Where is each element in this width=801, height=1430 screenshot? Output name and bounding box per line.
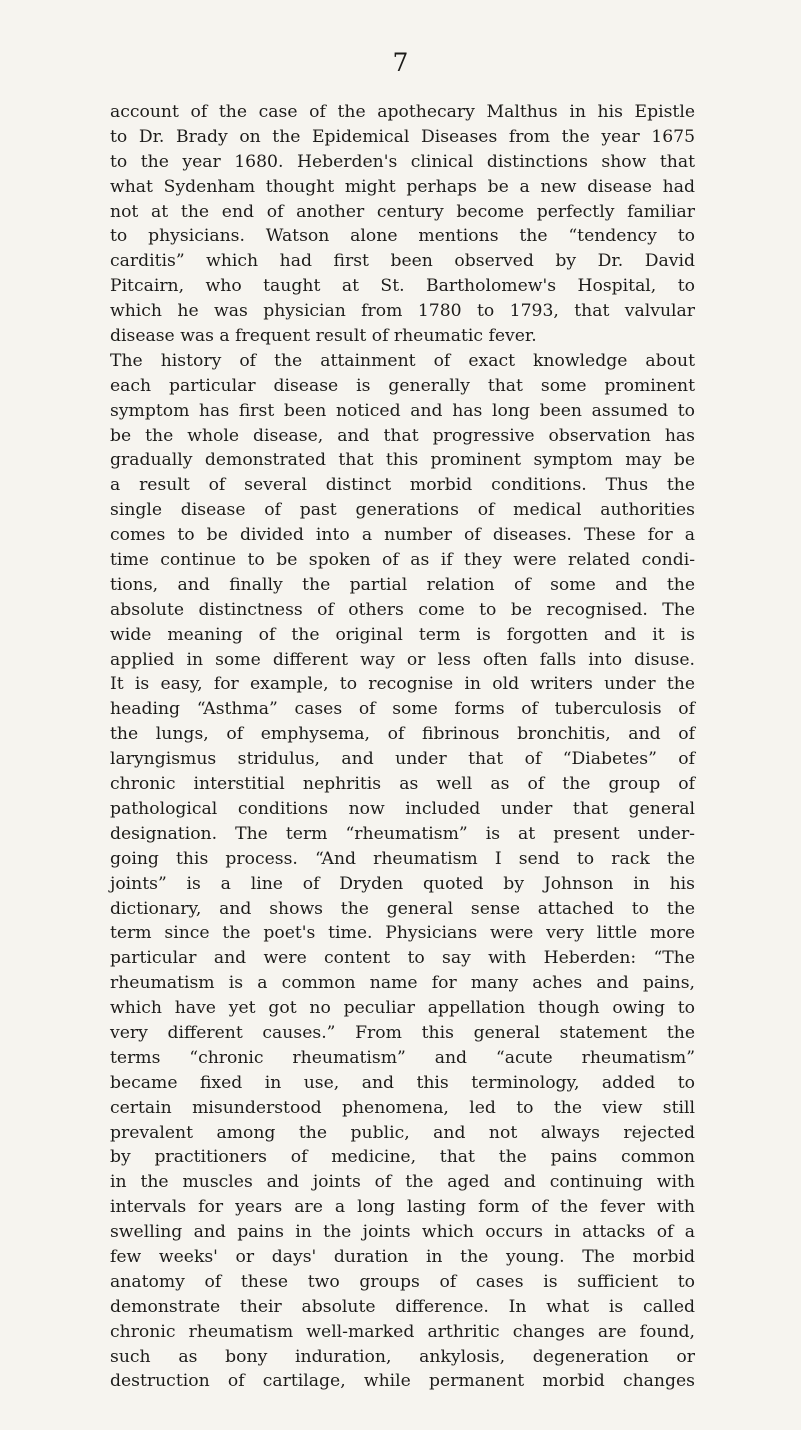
text-line: in the muscles and joints of the aged and continuing with bbox=[110, 1172, 695, 1193]
text-line: terms “chronic rheumatism” and “acute rheumatism” bbox=[110, 1047, 695, 1068]
text-line: such as bony induration, ankylosis, degeneration or bbox=[110, 1346, 695, 1367]
text-line: prevalent among the public, and not always rejected bbox=[110, 1122, 695, 1143]
text-line: gradually demonstrated that this prominent symptom may be bbox=[110, 450, 695, 471]
text-line: absolute distinctness of others come to be recognised. The bbox=[110, 599, 695, 620]
text-line: time continue to be spoken of as if they were related condi- bbox=[110, 550, 695, 571]
text-line: certain misunderstood phenomena, led to the view still bbox=[110, 1097, 695, 1118]
text-line: swelling and pains in the joints which occurs in attacks of a bbox=[110, 1222, 695, 1243]
text-line: going this process. “And rheumatism I send to rack the bbox=[110, 848, 695, 869]
text-line: what Sydenham thought might perhaps be a new disease had bbox=[110, 176, 695, 197]
body-text bbox=[110, 100, 695, 1394]
text-line: laryngismus stridulus, and under that of “Diabetes” of bbox=[110, 749, 695, 770]
text-line: rheumatism is a common name for many aches and pains, bbox=[110, 973, 695, 994]
text-line: few weeks' or days' duration in the young. The morbid bbox=[110, 1246, 695, 1267]
text-line: to Dr. Brady on the Epidemical Diseases from the year 1675 bbox=[110, 126, 695, 147]
text-line: dictionary, and shows the general sense attached to the bbox=[110, 898, 695, 919]
text-line: heading “Asthma” cases of some forms of tuberculosis of bbox=[110, 699, 695, 720]
text-line: which have yet got no peculiar appellation though owing to bbox=[110, 998, 695, 1019]
text-line: particular and were content to say with Heberden: “The bbox=[110, 948, 695, 969]
text-line: a result of several distinct morbid conditions. Thus the bbox=[110, 475, 695, 496]
text-line: tions, and finally the partial relation of some and the bbox=[110, 574, 695, 595]
text-line: very different causes.” From this general statement the bbox=[110, 1022, 695, 1043]
text-line: Pitcairn, who taught at St. Bartholomew's Hospital, to bbox=[110, 276, 695, 297]
text-line: The history of the attainment of exact knowledge about bbox=[110, 350, 695, 371]
text-line: disease was a frequent result of rheumatic fever. bbox=[110, 326, 537, 347]
text-line: demonstrate their absolute difference. In what is called bbox=[110, 1296, 695, 1317]
text-line: It is easy, for example, to recognise in old writers under the bbox=[110, 674, 695, 695]
text-line: to the year 1680. Heberden's clinical distinctions show that bbox=[110, 151, 695, 172]
text-line: destruction of cartilage, while permanent morbid changes bbox=[110, 1371, 695, 1392]
text-line: account of the case of the apothecary Malthus in his Epistle bbox=[110, 102, 695, 122]
text-line: joints” is a line of Dryden quoted by Johnson in his bbox=[110, 873, 695, 894]
text-line: not at the end of another century become perfectly familiar bbox=[110, 201, 695, 222]
text-line: carditis” which had first been observed by Dr. David bbox=[110, 251, 695, 272]
text-line: the lungs, of emphysema, of fibrinous bronchitis, and of bbox=[110, 724, 695, 745]
text-line: by practitioners of medicine, that the pains common bbox=[110, 1147, 695, 1168]
text-line: comes to be divided into a number of diseases. These for a bbox=[110, 525, 695, 546]
text-line: each particular disease is generally that some prominent bbox=[110, 375, 695, 396]
text-line: chronic rheumatism well-marked arthritic changes are found, bbox=[110, 1321, 695, 1342]
text-line: be the whole disease, and that progressive observation has bbox=[110, 425, 695, 446]
text-line: chronic interstitial nephritis as well as of the group of bbox=[110, 774, 695, 795]
text-line: to physicians. Watson alone mentions the “tendency to bbox=[110, 226, 695, 247]
text-line: wide meaning of the original term is forgotten and it is bbox=[110, 624, 695, 645]
page-number: 7 bbox=[392, 48, 409, 77]
text-line: pathological conditions now included under that general bbox=[110, 798, 695, 819]
text-line: single disease of past generations of medical authorities bbox=[110, 500, 695, 521]
text-line: symptom has first been noticed and has long been assumed to bbox=[110, 400, 695, 421]
text-line: which he was physician from 1780 to 1793, that valvular bbox=[110, 301, 695, 322]
text-line: applied in some different way or less often falls into disuse. bbox=[110, 649, 695, 670]
text-line: term since the poet's time. Physicians were very little more bbox=[110, 923, 695, 944]
text-line: designation. The term “rheumatism” is at present under- bbox=[110, 823, 695, 844]
text-line: became fixed in use, and this terminology, added to bbox=[110, 1072, 695, 1093]
text-line: anatomy of these two groups of cases is sufficient to bbox=[110, 1271, 695, 1292]
text-line: intervals for years are a long lasting form of the fever with bbox=[110, 1197, 695, 1218]
